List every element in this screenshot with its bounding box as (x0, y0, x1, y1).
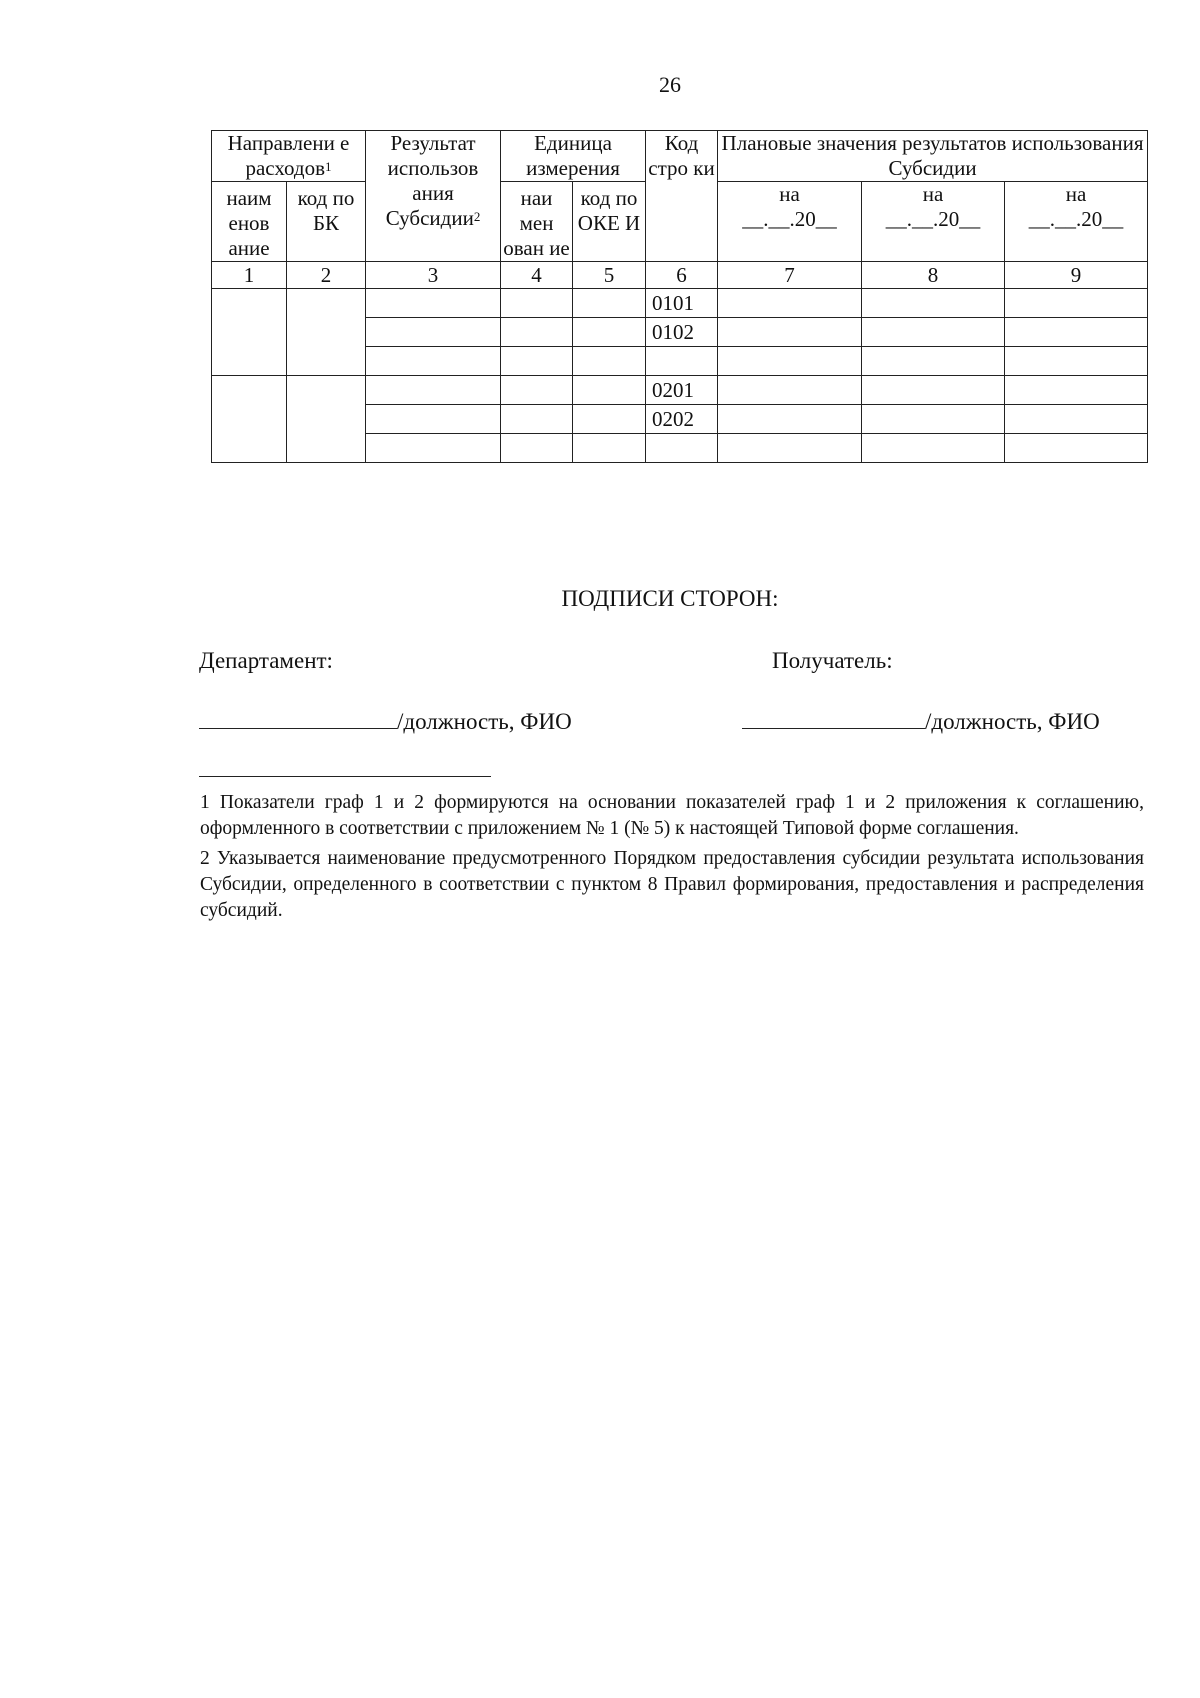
cell-direction-name (212, 376, 287, 463)
column-number: 6 (646, 262, 718, 289)
footnote-separator (199, 776, 491, 777)
cell-bk-code (287, 376, 366, 463)
cell-bk-code (287, 289, 366, 376)
recipient-signature-line: /должность, ФИО (742, 706, 1100, 735)
column-number: 8 (862, 262, 1005, 289)
department-signature-line: /должность, ФИО (199, 706, 572, 735)
row-code (646, 347, 718, 376)
row-code: 0101 (646, 289, 718, 318)
row-code (646, 434, 718, 463)
page-number: 26 (659, 72, 681, 97)
header-result: Результат использов ания Субсидии$^2$ (366, 131, 501, 262)
signatures-title: ПОДПИСИ СТОРОН: (561, 586, 779, 611)
cell-direction-name (212, 289, 287, 376)
column-number: 5 (573, 262, 646, 289)
results-table (211, 130, 1148, 463)
column-number: 7 (718, 262, 862, 289)
row-code: 0201 (646, 376, 718, 405)
header-planned-values: Плановые значения результатов использования Субсидии (718, 131, 1148, 182)
header-bk-code: код по БК (287, 182, 366, 262)
header-date-3: на __.__.20__ (1005, 182, 1148, 262)
header-direction: Направлени е расходов$^1$ (212, 131, 366, 182)
header-row-code: Код стро ки (646, 131, 718, 262)
column-number: 2 (287, 262, 366, 289)
header-unit-name: наи мен ован ие (501, 182, 573, 262)
table-row (212, 289, 1148, 318)
column-number: 1 (212, 262, 287, 289)
column-number: 3 (366, 262, 501, 289)
footnote-1: 1 Показатели граф 1 и 2 формируются на основании показателей граф 1 и 2 приложения к соглашению, оформленного в соответствии с приложением № 1 (№ 5) к настоящей Типовой форме соглашения. (200, 792, 1144, 839)
department-label: Департамент: (199, 648, 333, 673)
footnote-2: 2 Указывается наименование предусмотренного Порядком предоставления субсидии результата использования Субсидии, определенного в соответствии с пунктом 8 Правил формирования, предоставления и распределения субсидий. (200, 848, 1144, 921)
row-code: 0102 (646, 318, 718, 347)
header-date-1: на __.__.20__ (718, 182, 862, 262)
row-code: 0202 (646, 405, 718, 434)
column-number-row (212, 262, 1148, 289)
column-number: 9 (1005, 262, 1148, 289)
header-okei-code: код по ОКЕ И (573, 182, 646, 262)
recipient-label: Получатель: (772, 648, 893, 673)
column-number: 4 (501, 262, 573, 289)
header-name: наим енов ание (212, 182, 287, 262)
header-unit: Единица измерения (501, 131, 646, 182)
table-row (212, 376, 1148, 405)
footnotes (200, 790, 1144, 928)
header-date-2: на __.__.20__ (862, 182, 1005, 262)
department-signature-blank (199, 706, 397, 729)
recipient-signature-blank (742, 706, 925, 729)
